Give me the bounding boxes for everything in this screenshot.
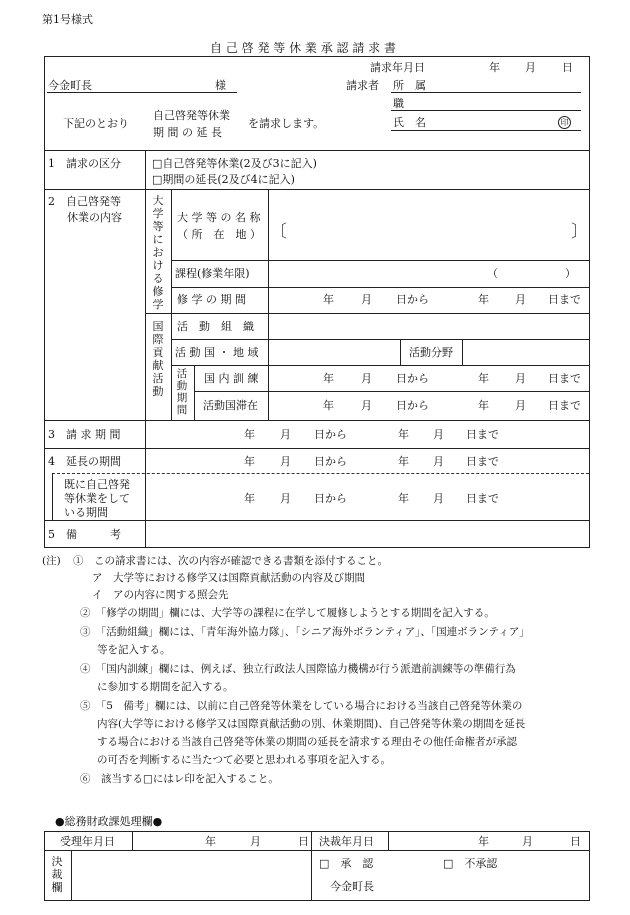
position-field[interactable] xyxy=(391,110,581,111)
affiliation-field[interactable] xyxy=(391,92,581,93)
note-5-line3: する場合における当該自己啓発等休業の期間の延長を請求する理由その他任命権者が承認 xyxy=(97,736,517,748)
note-4-line2: に参加する期間を記入する。 xyxy=(97,681,234,693)
request-item-line1: 自己啓発等休業 xyxy=(153,109,230,122)
study-vertical-label: 大学等における修学 xyxy=(152,194,164,311)
prior-leave-line3: いる期間 xyxy=(64,506,108,519)
bracket-close: 〕 xyxy=(571,222,588,242)
received-day: 日 xyxy=(298,835,309,848)
approve-checkbox[interactable]: □ 承 認 xyxy=(319,857,374,870)
form-title: 自 己 啓 発 等 休 業 承 認 請 求 書 xyxy=(210,41,396,55)
org-label: 活 動 組 織 xyxy=(177,320,254,333)
disapprove-checkbox[interactable]: □ 不承認 xyxy=(443,857,498,870)
note-5-line2: 内容(大学等における修学又は国際貢献活動の別、休業期間)、自己啓発等休業の期間を延長 xyxy=(97,718,526,730)
requester-label: 請求者 xyxy=(346,79,379,92)
bracket-open: 〔 xyxy=(270,222,287,242)
received-year: 年 xyxy=(205,835,216,848)
note-6: ⑥ 該当する□にはレ印を記入すること。 xyxy=(80,773,279,785)
affiliation-label: 所 属 xyxy=(393,79,426,92)
kessai-vertical-label: 決裁欄 xyxy=(51,855,63,894)
school-name-line2: （ 所 在 地 ） xyxy=(177,228,261,241)
form-number: 第1号様式 xyxy=(42,13,93,26)
remarks-field[interactable] xyxy=(146,521,589,547)
school-name-line1: 大 学 等 の 名 称 xyxy=(177,211,261,224)
abroad-stay-label: 活動国滞在 xyxy=(203,399,258,412)
decision-day: 日 xyxy=(570,835,581,848)
field-label: 活動分野 xyxy=(409,346,453,359)
request-date-day: 日 xyxy=(562,61,573,74)
note-5-line1: ⑤ 「5 備考」欄には、以前に自己啓発等休業をしている場合における当該自己啓発等休業の xyxy=(80,700,523,712)
option-self-dev-leave[interactable]: □自己啓発等休業(2及び3に記入) xyxy=(152,157,317,170)
note-2: ② 「修学の期間」欄には、大学等の課程に在学して履修しようとする期間を記入する。 xyxy=(80,607,495,619)
period-vertical-label: 活動期間 xyxy=(176,368,188,416)
request-date-year: 年 xyxy=(489,61,500,74)
paren-close: ） xyxy=(565,267,576,280)
note-1b: イ アの内容に関する照会先 xyxy=(92,589,229,601)
paren-open: （ xyxy=(487,267,498,280)
decision-month: 月 xyxy=(522,835,533,848)
note-4-line1: ④ 「国内訓練」欄には、例えば、独立行政法人国際協力機構が行う派遣前訓練等の準備行為 xyxy=(80,663,516,675)
country-label: 活 動 国 ・ 地 域 xyxy=(175,346,259,359)
section5-label: 5 備 考 xyxy=(48,528,121,541)
request-suffix: を請求します。 xyxy=(248,117,325,130)
addressee-honorific: 様 xyxy=(215,79,226,92)
name-label: 氏 名 xyxy=(393,116,426,129)
position-label: 職 xyxy=(393,97,404,110)
section1-label: 1 請求の区分 xyxy=(48,157,121,170)
section4-label: 4 延長の期間 xyxy=(48,455,121,468)
prior-leave-line1: 既に自己啓発 xyxy=(64,478,130,491)
section3-label: 3 請 求 期 間 xyxy=(48,428,121,441)
received-month: 月 xyxy=(250,835,261,848)
decision-date-label: 決裁年月日 xyxy=(319,835,374,848)
domestic-training-label: 国 内 訓 練 xyxy=(204,372,259,385)
section2-label-line1: 2 自己啓発等 xyxy=(48,195,121,208)
study-period-label: 修 学 の 期 間 xyxy=(177,293,246,306)
name-field[interactable] xyxy=(391,130,581,131)
note-3-line1: ③ 「活動組織」欄には、「青年海外協力隊」、「シニア海外ボランティア」、「国連ボランティア」 xyxy=(80,626,530,638)
request-item-line2: 期 間 の 延 長 xyxy=(153,126,222,139)
prior-leave-line2: 等休業をして xyxy=(64,492,130,505)
seal-mark: 印 xyxy=(558,116,571,129)
addressee: 今金町長 xyxy=(48,79,92,92)
mayor-label: 今金町長 xyxy=(330,880,374,893)
option-period-extension[interactable]: □期間の延長(2及び4に記入) xyxy=(152,173,295,186)
section2-label-line2: 休業の内容 xyxy=(67,211,122,224)
office-section-title: ●総務財政課処理欄● xyxy=(55,815,163,828)
notes-head: (注) xyxy=(42,555,61,567)
note-5-line4: の可否を判断するに当たつて必要と思われる事項を記入する。 xyxy=(97,754,391,766)
note-3-line2: 等を記入する。 xyxy=(97,644,171,656)
request-date-month: 月 xyxy=(525,61,536,74)
received-date-label: 受理年月日 xyxy=(60,835,115,848)
note-1a: ア 大学等における修学又は国際貢献活動の内容及び期間 xyxy=(92,572,365,584)
intl-vertical-label: 国際貢献活動 xyxy=(152,320,164,398)
request-date-label: 請求年月日 xyxy=(370,61,425,74)
lead-text: 下記のとおり xyxy=(63,117,129,130)
note-1: ① この請求書には、次の内容が確認できる書類を添付すること。 xyxy=(73,555,388,567)
decision-year: 年 xyxy=(478,835,489,848)
course-label: 課程(修業年限) xyxy=(175,267,250,280)
